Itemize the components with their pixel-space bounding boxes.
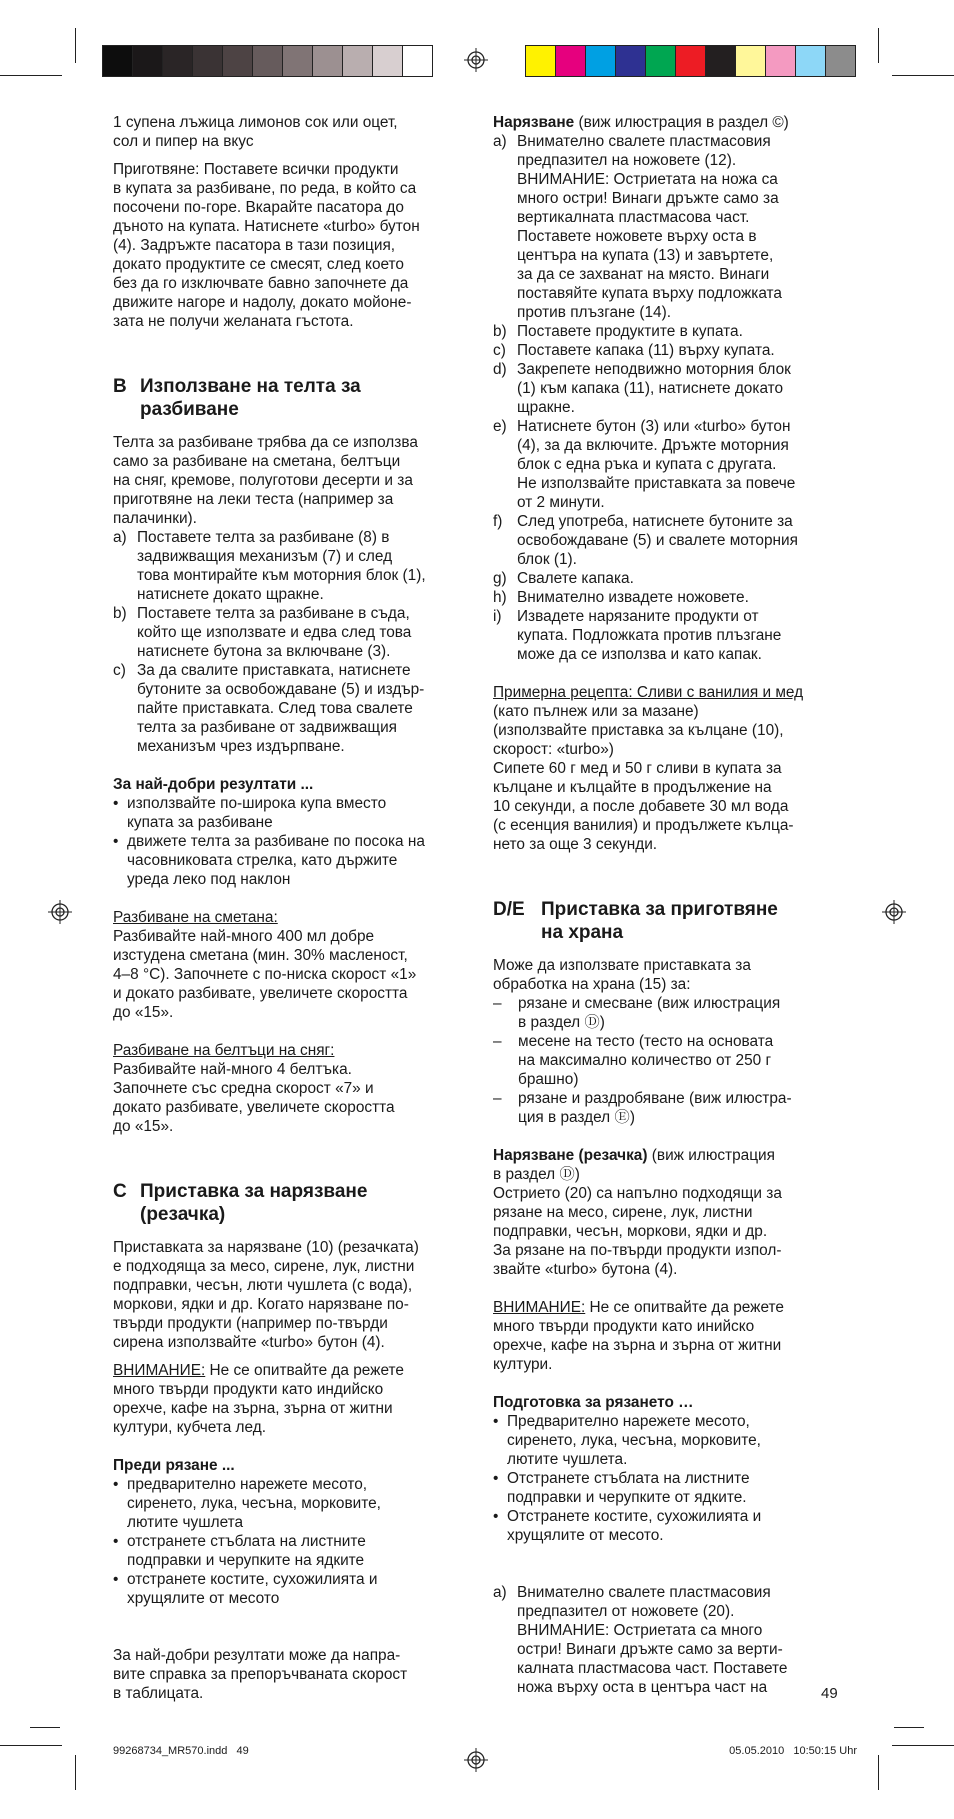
crop-mark (0, 1745, 62, 1746)
preparation-heading: Подготовка за рязането … (493, 1394, 694, 1411)
registration-mark-icon (464, 1748, 488, 1772)
crop-mark (0, 75, 62, 76)
registration-mark-icon (48, 900, 72, 924)
crop-mark (75, 28, 76, 63)
egg-whites-text: Разбивайте най-много 4 белтъка. Започнете със средна скорост «7» и докато разбивате, увеличете скоростта до «15». (113, 1061, 395, 1135)
crop-mark (892, 1745, 954, 1746)
section-c-intro: Приставката за нарязване (10) (резачката) е подходяща за месо, сирене, лук, листни подправки, чесън, люти чушлета (с вода), моркови, ядки и др. Когато нарязване по- твърди продукти (например по-твърди сирена използвайте «turbo» бутон (4). (113, 1239, 419, 1351)
color-swatch (526, 46, 556, 76)
section-de-heading: D/E Приставка за приготвяне на храна (493, 899, 778, 943)
color-swatch (283, 46, 313, 76)
color-swatch (706, 46, 736, 76)
best-results-note: За най-добри резултати може да напра- вите справка за препоръчваната скорост в таблицата. (113, 1647, 408, 1702)
crop-mark (878, 1755, 879, 1790)
color-swatch (556, 46, 586, 76)
preparation-list (493, 1412, 853, 1545)
right-column (493, 113, 853, 1697)
list-item: g) Свалете капака. (493, 570, 634, 587)
color-swatch (133, 46, 163, 76)
list-item: c) За да свалите приставката, натиснете бутоните за освобождаване (5) и издър- пайте приставката. След това свалете телта за разбиване от задвижващия механизъм чрез издърпване. (113, 662, 425, 755)
color-swatch (676, 46, 706, 76)
list-item: i) Извадете нарязаните продукти от купата. Подложката против плъзгане може да се използва и като капак. (493, 608, 782, 663)
color-swatch (343, 46, 373, 76)
list-item: h) Внимателно извадете ножовете. (493, 589, 749, 606)
color-swatch (163, 46, 193, 76)
left-column (113, 113, 473, 1703)
slicer-warning: ВНИМАНИЕ: Не се опитвайте да режете много твърди продукти като инийско орехче, кафе на зърна и зърна от житни култури. (493, 1299, 784, 1373)
list-item: a) Поставете телта за разбиване (8) в задвижващия механизъм (7) и след това монтирайте към моторния блок (1), натиснете докато щракне. (113, 529, 426, 603)
ingredients-text: 1 супена лъжица лимонов сок или оцет, сол и пипер на вкус (113, 114, 398, 150)
registration-mark-icon (882, 900, 906, 924)
cream-text: Разбивайте най-много 400 мл добре изстудена сметана (мин. 30% масленост, 4–8 °C). Започнете с по-ниска скорост «1» и докато разбивате, увеличете скоростта до «15». (113, 928, 417, 1021)
final-step: a) Внимателно свалете пластмасовия предпазител от ножовете (20). ВНИМАНИЕ: Остриетата са много остри! Винаги дръжте само за верти- калната пластмасова част. Поставете ножа върху оста в центъра част на (493, 1584, 788, 1696)
list-item: • предварително нарежете месото, сиренето, лука, чесъна, морковите, лютите чушлета (113, 1476, 381, 1531)
section-c-heading: C Приставка за нарязване (резачка) (113, 1181, 368, 1225)
crop-mark (892, 75, 954, 76)
list-item: • движете телта за разбиване по посока на часовниковата стрелка, като държите уреда леко под наклон (113, 833, 425, 888)
list-item: d) Закрепете неподвижно моторния блок (1) към капака (11), натиснете докато щракне. (493, 361, 791, 416)
grayscale-color-bar (102, 45, 433, 77)
crop-mark (30, 1727, 60, 1728)
section-c-warning: ВНИМАНИЕ: Не се опитвайте да режете много твърди продукти като индийско орехче, кафе на зърна, зърна от житни култури, кубчета лед. (113, 1362, 404, 1436)
color-swatch (796, 46, 826, 76)
color-swatch (223, 46, 253, 76)
color-swatch (586, 46, 616, 76)
color-swatch (766, 46, 796, 76)
section-de-list (493, 994, 853, 1127)
color-swatch (253, 46, 283, 76)
best-results-heading: За най-добри резултати ... (113, 776, 314, 793)
list-item: • Отстранете костите, сухожилията и хрущялите от месото. (493, 1508, 762, 1544)
preparation-paragraph: Приготвяне: Поставете всички продукти в купата за разбиване, по реда, в който са посочени по-горе. Вкарайте пасатора до дъното на купата. Натиснете «turbo» бутон (4). Задръжте пасатора в тази позиция, докато продуктите се смесят, след което без да го изключвате бавно започнете да движите нагоре и надолу, докато мойоне- зата не получи желаната гъстота. (113, 161, 420, 330)
cream-heading: Разбиване на сметана: (113, 909, 278, 926)
footer-timestamp: 05.05.2010 10:50:15 Uhr (729, 1745, 857, 1757)
color-swatch (616, 46, 646, 76)
list-item: – рязане и смесване (виж илюстрация в раздел Ⓓ) (493, 995, 781, 1031)
list-item: • отстранете стъблата на листните подправки и черупките на ядките (113, 1533, 366, 1569)
section-b-steps (113, 528, 473, 756)
crop-mark (75, 1755, 76, 1790)
color-swatch (736, 46, 766, 76)
color-swatch (646, 46, 676, 76)
list-item: • отстранете костите, сухожилията и хрущялите от месото (113, 1571, 378, 1607)
color-swatch (313, 46, 343, 76)
crop-mark (878, 28, 879, 63)
color-swatch (103, 46, 133, 76)
recipe-text: (като пълнеж или за мазане) (използвайте приставка за кълцане (10), скорост: «turbo») Сипете 60 г мед и 50 г сливи в купата за кълцане и кълцайте в продължение на 10 секунди, а после добавете 30 мл вода (с есенция ванилия) и продължете кълца- нето за още 3 секунди. (493, 703, 794, 853)
list-item: • Предварително нарежете месото, сиренето, лука, чесъна, морковите, лютите чушлета. (493, 1413, 761, 1468)
list-item: • използвайте по-широка купа вместо купата за разбиване (113, 795, 387, 831)
recipe-heading: Примерна рецепта: Сливи с ванилия и мед (493, 684, 804, 701)
list-item: f) След употреба, натиснете бутоните за освобождаване (5) и свалете моторния блок (1). (493, 513, 798, 568)
color-swatch (193, 46, 223, 76)
process-color-bar (525, 45, 856, 77)
slicer-paragraph: Нарязване (резачка) (виж илюстрация в раздел Ⓓ) Острието (20) са напълно подходящи за рязане на месо, сирене, лук, листни подправки, чесън, моркови, ядки и др. За рязане на по-твърди продукти изпол- звайте «turbo» бутона (4). (493, 1147, 782, 1278)
color-swatch (826, 46, 855, 76)
list-item: • Отстранете стъблата на листните подправки и черупките от ядките. (493, 1470, 750, 1506)
list-item: a) Внимателно свалете пластмасовия предпазител на ножовете (12). ВНИМАНИЕ: Остриетата на ножа са много остри! Винаги дръжте само за вертикалната пластмасова част. Поставете ножовете върху оста в центъра на купата (13) и завъртете, за да се захванат на място. Винаги поставяйте купата върху подложката против плъзгане (14). (493, 133, 782, 321)
list-item: – рязане и раздробяване (виж илюстра- ция в раздел Ⓔ) (493, 1090, 792, 1126)
best-results-list (113, 794, 473, 889)
list-item: e) Натиснете бутон (3) или «turbo» бутон (4), за да включите. Дръжте моторния блок с една ръка и купата с другата. Не използвайте приставката за повече от 2 минути. (493, 418, 796, 511)
section-b-intro: Телта за разбиване трябва да се използва само за разбиване на сметана, белтъци на сняг, кремове, полуготови десерти и за приготвяне на леки теста (например за палачинки). (113, 434, 418, 527)
list-item: – месене на тесто (тесто на основата на максимално количество от 250 г брашно) (493, 1033, 774, 1088)
list-item: b) Поставете продуктите в купата. (493, 323, 743, 340)
before-cutting-heading: Преди рязане ... (113, 1457, 235, 1474)
section-b-heading: B Използване на телта за разбиване (113, 376, 361, 420)
cutting-heading: Нарязване (виж илюстрация в раздел ©) (493, 114, 789, 131)
crop-mark (894, 1727, 924, 1728)
list-item: c) Поставете капака (11) върху купата. (493, 342, 775, 359)
footer-file-info: 99268734_MR570.indd 49 (113, 1745, 249, 1757)
registration-mark-icon (464, 48, 488, 72)
list-item: b) Поставете телта за разбиване в съда, който ще използвате и едва след това натиснете бутона за включване (3). (113, 605, 412, 660)
section-de-intro: Може да използвате приставката за обработка на храна (15) за: (493, 957, 751, 993)
color-swatch (403, 46, 432, 76)
color-swatch (373, 46, 403, 76)
egg-whites-heading: Разбиване на белтъци на сняг: (113, 1042, 335, 1059)
cutting-steps (493, 132, 853, 664)
before-cutting-list (113, 1475, 473, 1608)
page-number: 49 (821, 1685, 838, 1702)
